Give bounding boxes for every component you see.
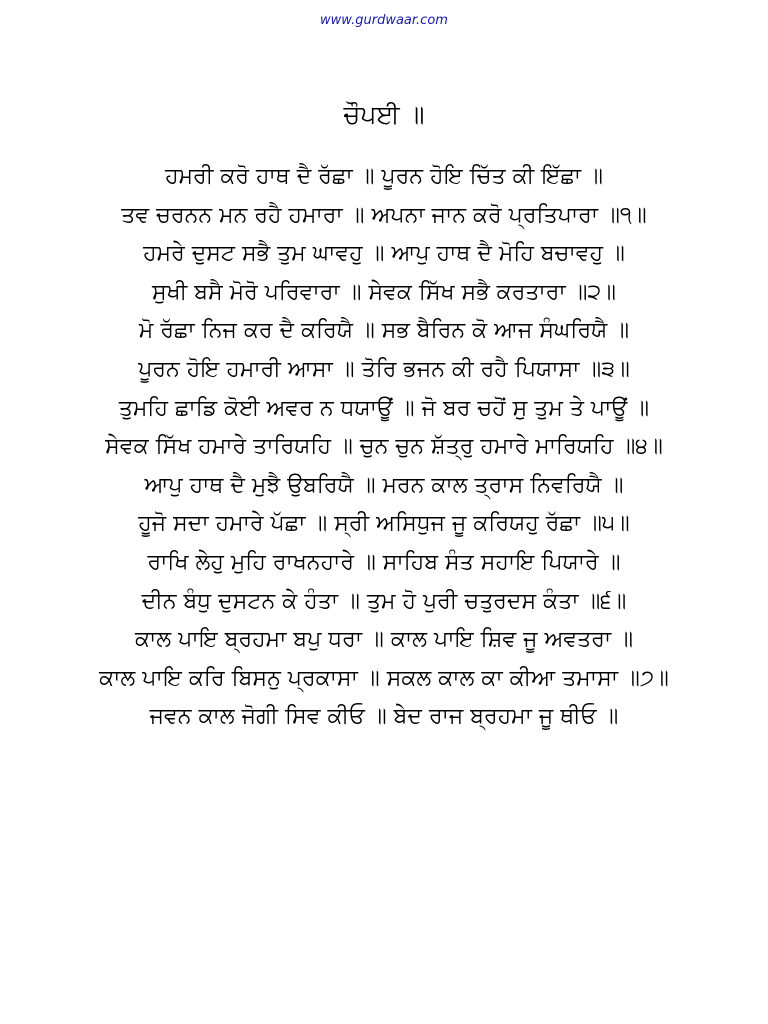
verse-line-8: ਸੇਵਕ ਸਿੱਖ ਹਮਾਰੇ ਤਾਰਿਯਹਿ ॥ ਚੁਨ ਚੁਨ ਸ਼ੱਤ੍ਰੁ ਹਮਾਰੇ ਮਾਰਿਯਹਿ ॥੪॥ <box>105 434 663 460</box>
verse-line-4: ਸੁਖੀ ਬਸੈ ਮੋਰੋ ਪਰਿਵਾਰਾ ॥ ਸੇਵਕ ਸਿੱਖ ਸਭੈ ਕਰਤਾਰਾ ॥੨॥ <box>152 279 616 305</box>
verse-line-15: ਜਵਨ ਕਾਲ ਜੋਗੀ ਸਿਵ ਕੀਓ ॥ ਬੇਦ ਰਾਜ ਬ੍ਰਹਮਾ ਜੂ ਥੀਓ ॥ <box>149 704 619 730</box>
verse-line-12: ਦੀਨ ਬੰਧੁ ਦੁਸਟਨ ਕੇ ਹੰਤਾ ॥ ਤੁਮ ਹੋ ਪੁਰੀ ਚਤੁਰਦਸ ਕੰਤਾ ॥੬॥ <box>141 588 627 614</box>
verse-list <box>0 158 768 737</box>
verse-line-13: ਕਾਲ ਪਾਇ ਬ੍ਰਹਮਾ ਬਪੁ ਧਰਾ ॥ ਕਾਲ ਪਾਇ ਸ਼ਿਵ ਜੂ ਅਵਤਰਾ ॥ <box>134 627 634 653</box>
verse-line-2: ਤਵ ਚਰਨਨ ਮਨ ਰਹੈ ਹਮਾਰਾ ॥ ਅਪਨਾ ਜਾਨ ਕਰੋ ਪ੍ਰਤਿਪਾਰਾ ॥੧॥ <box>121 202 647 228</box>
verse-line-6: ਪੂਰਨ ਹੋਇ ਹਮਾਰੀ ਆਸਾ ॥ ਤੋਰਿ ਭਜਨ ਕੀ ਰਹੈ ਪਿਯਾਸਾ ॥੩॥ <box>138 356 630 382</box>
verse-line-14: ਕਾਲ ਪਾਇ ਕਰਿ ਬਿਸਨੁ ਪ੍ਰਕਾਸਾ ॥ ਸਕਲ ਕਾਲ ਕਾ ਕੀਆ ਤਮਾਸਾ ॥੭॥ <box>99 665 669 691</box>
site-url-link[interactable]: www.gurdwaar.com <box>320 13 448 28</box>
verse-line-1: ਹਮਰੀ ਕਰੋ ਹਾਥ ਦੈ ਰੱਛਾ ॥ ਪੂਰਨ ਹੋਇ ਚਿੱਤ ਕੀ ਇੱਛਾ ॥ <box>165 164 603 189</box>
page-title: ਚੌਪਈ ॥ <box>343 100 425 129</box>
verse-line-10: ਹੂਜੋ ਸਦਾ ਹਮਾਰੇ ਪੱਛਾ ॥ ਸ੍ਰੀ ਅਸਿਧੁਜ ਜੂ ਕਰਿਯਹੁ ਰੱਛਾ ॥੫॥ <box>138 511 630 537</box>
verse-line-11: ਰਾਖਿ ਲੇਹੁ ਮੁਹਿ ਰਾਖਨਹਾਰੇ ॥ ਸਾਹਿਬ ਸੰਤ ਸਹਾਇ ਪਿਯਾਰੇ ॥ <box>147 549 621 575</box>
verse-line-9: ਆਪੁ ਹਾਥ ਦੈ ਮੁਝੈ ਉਬਰਿਯੈ ॥ ਮਰਨ ਕਾਲ ਤ੍ਰਾਸ ਨਿਵਰਿਯੈ ॥ <box>144 472 624 498</box>
verse-line-3: ਹਮਰੇ ਦੁਸਟ ਸਭੈ ਤੁਮ ਘਾਵਹੁ ॥ ਆਪੁ ਹਾਥ ਦੈ ਮੋਹਿ ਬਚਾਵਹੁ ॥ <box>143 241 625 267</box>
verse-line-5: ਮੋ ਰੱਛਾ ਨਿਜ ਕਰ ਦੈ ਕਰਿਯੈ ॥ ਸਭ ਬੈਰਿਨ ਕੋ ਆਜ ਸੰਘਰਿਯੈ ॥ <box>138 318 630 344</box>
verse-line-7: ਤੁਮਹਿ ਛਾਡਿ ਕੋਈ ਅਵਰ ਨ ਧਯਾਊਂ ॥ ਜੋ ਬਰ ਚਹੋਂ ਸੁ ਤੁਮ ਤੇ ਪਾਊਂ ॥ <box>118 395 650 421</box>
